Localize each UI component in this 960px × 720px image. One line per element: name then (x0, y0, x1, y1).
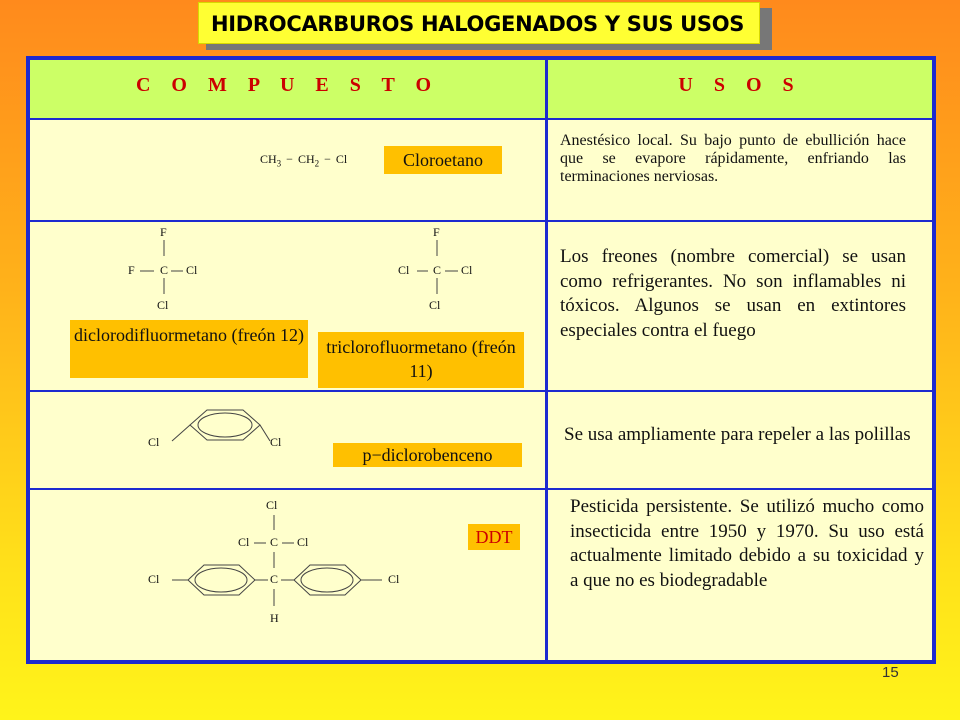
row-divider (30, 118, 932, 120)
slide-title: HIDROCARBUROS HALOGENADOS Y SUS USOS (198, 2, 760, 44)
compound-name-label: Cloroetano (384, 146, 502, 174)
row-divider (30, 488, 932, 490)
header-compound: C O M P U E S T O (30, 60, 545, 118)
use-description: Se usa ampliamente para repeler a las polillas (564, 424, 911, 445)
compound-name-label: triclorofluormetano (freón 11) (318, 332, 524, 388)
compound-name-label: diclorodifluormetano (freón 12) (70, 320, 308, 378)
column-divider (545, 60, 548, 660)
use-description: Los freones (nombre comercial) se usan como refrigerantes. No son inflamables ni tóxicos. Algunos se usan en extintores especiales contra el fuego (560, 246, 906, 341)
substituent-label: Cl (270, 435, 282, 449)
compound-name-label: DDT (468, 524, 520, 550)
use-description: Anestésico local. Su bajo punto de ebullición hace que se evapore rápidamente, enfriando las terminaciones nerviosas. (560, 132, 906, 185)
page-number: 15 (882, 664, 899, 681)
compounds-table: C O M P U E S T O U S O S $CH_3 - CH_2 - Cl$ Cloroetano Anestésico local. Su bajo punto de ebullición hace que se evapore rápidamente, enfriando las terminaciones nerviosas. F F C Cl Cl F Cl C Cl Cl diclorodifluormetano (freón 12) triclorofluormetano (freón 11) Los freones (nombre comercial) se usan como refrigerantes. No son inflamables ni tóxicos. Algunos se usan en extintores especiales contra el fuego Cl Cl p−diclorobenceno Se usa ampliamente para repeler a las polillas Cl Cl C Cl Cl C Cl H DDT Pesticida persistente. Se utilizó mucho como insecticida entre 1950 y 1970. Su uso está actualmente limitado debido a su toxicidad y a que no es biodegradable (26, 56, 936, 664)
use-description: Pesticida persistente. Se utilizó mucho como insecticida entre 1950 y 1970. Su uso está actualmente limitado debido a su toxicidad y a que no es biodegradable (570, 496, 924, 591)
header-uses: U S O S (548, 60, 932, 118)
row-divider (30, 390, 932, 392)
compound-name-label: p−diclorobenceno (333, 443, 522, 467)
chloroethane-formula: $CH_3 - CH_2 - Cl$ (260, 152, 348, 169)
ddt-bonds (30, 60, 40, 70)
row-divider (30, 220, 932, 222)
substituent-label: Cl (148, 435, 160, 449)
